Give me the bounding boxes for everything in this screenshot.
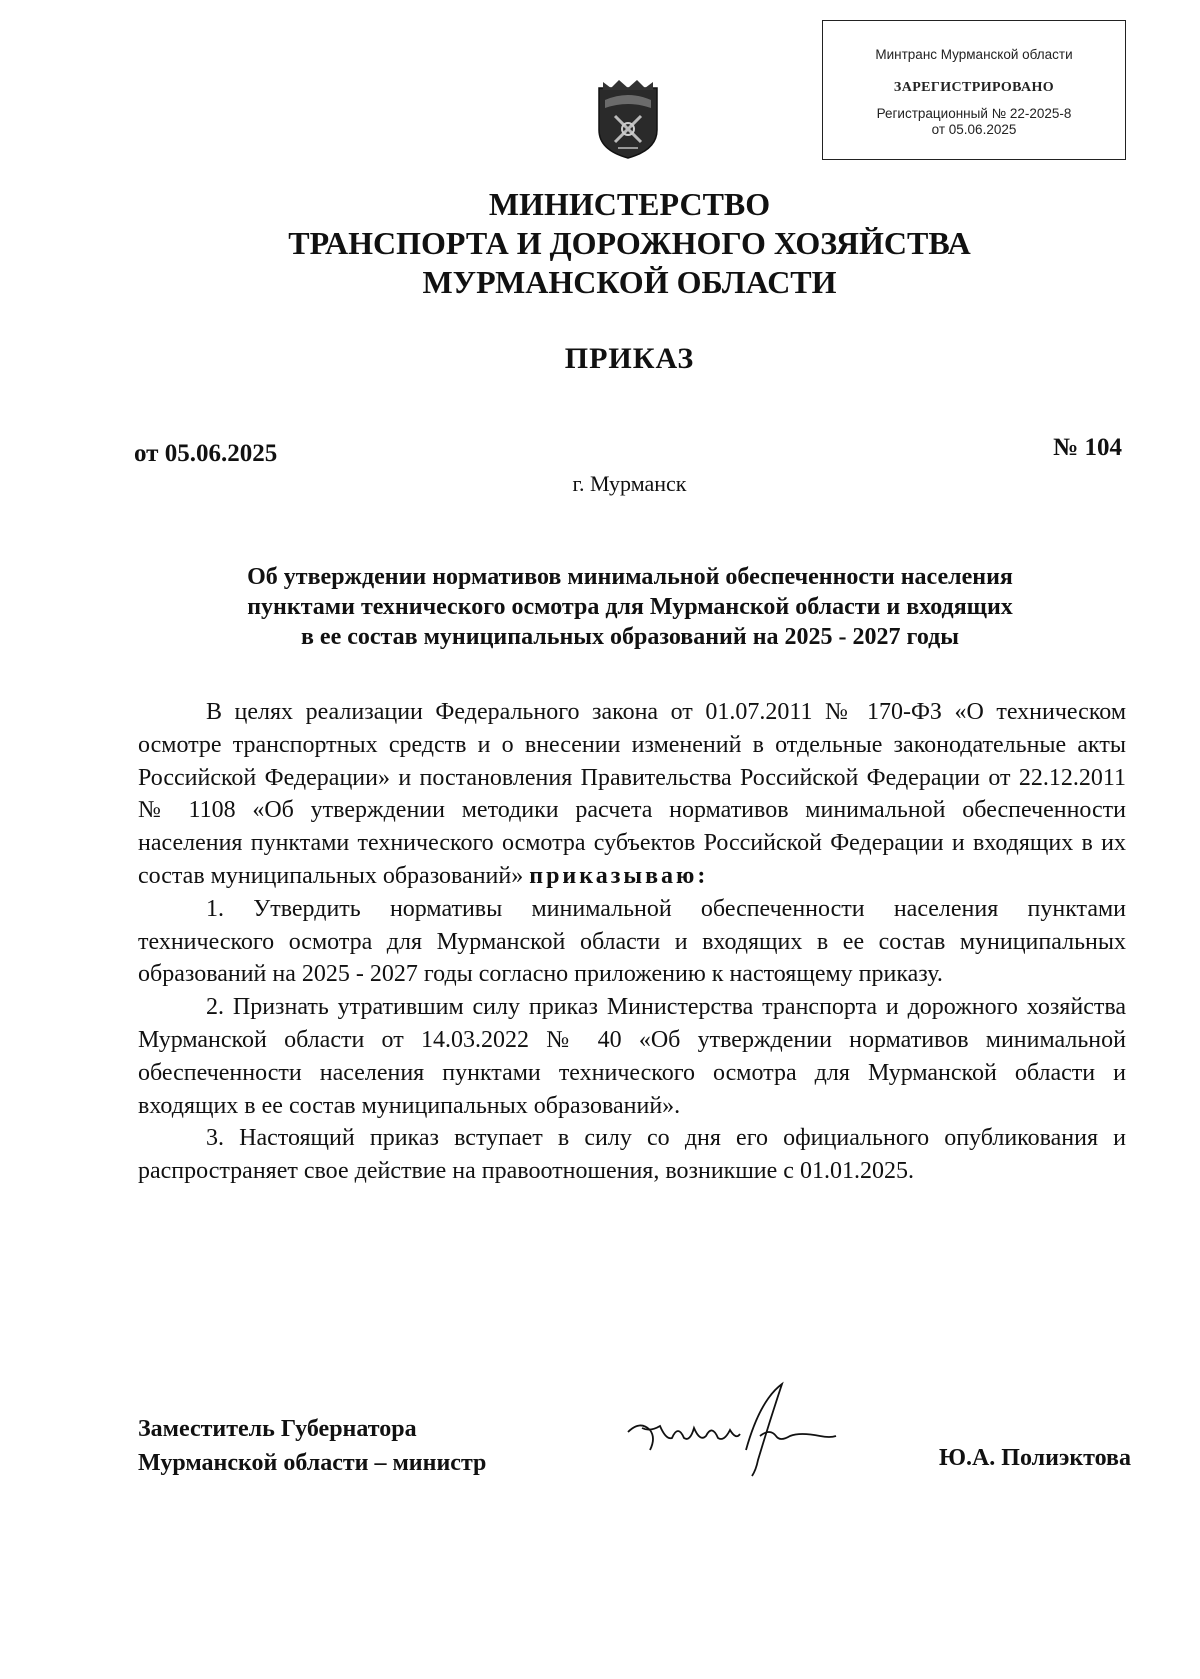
subject-line-1: Об утверждении нормативов минимальной обеспеченности населения xyxy=(247,564,1013,590)
signer-name: Ю.А. Полиэктова xyxy=(938,1445,1131,1471)
registration-stamp xyxy=(822,20,1126,160)
order-subject xyxy=(150,562,1110,652)
registration-status: ЗАРЕГИСТРИРОВАНО xyxy=(893,80,1055,95)
handwritten-signature-icon xyxy=(620,1380,840,1480)
registration-ministry: Минтранс Мурманской области xyxy=(875,47,1073,62)
registration-date: от 05.06.2025 xyxy=(931,122,1017,137)
signer-title-line-1: Заместитель Губернатора xyxy=(138,1416,417,1442)
subject-line-2: пунктами технического осмотра для Мурманской области и входящих xyxy=(247,594,1013,620)
header-line-2: ТРАНСПОРТА И ДОРОЖНОГО ХОЗЯЙСТВА xyxy=(288,225,971,261)
subject-line-3: в ее состав муниципальных образований на 2025 - 2027 годы xyxy=(300,624,960,650)
order-date: от 05.06.2025 xyxy=(134,440,278,467)
preamble-text: В целях реализации Федерального закона от 01.07.2011 № 170-ФЗ «О техническом осмотре транспортных средств и о внесении изменений в отдельные законодательные акты Российской Федерации» и постановления Правительства Российской Федерации от 22.12.2011 № 1108 «Об утверждении методики расчета нормативов минимальной обеспеченности населения пунктами технического осмотра субъектов Российской Федерации и входящих в их состав муниципальных образований» xyxy=(138,699,1126,889)
coat-of-arms-icon xyxy=(593,78,663,160)
item-1-paragraph: 1. Утвердить нормативы минимальной обеспеченности населения пунктами технического осмотра для Мурманской области и входящих в ее состав муниципальных образований на 2025 - 2027 годы согласно приложению к настоящему приказу. xyxy=(138,895,1126,988)
order-word: приказываю: xyxy=(529,862,709,889)
item-3-paragraph: 3. Настоящий приказ вступает в силу со дня его официального опубликования и распространяет свое действие на правоотношения, возникшие с 01.01.2025. xyxy=(138,1125,1126,1185)
order-number: № 104 xyxy=(1053,434,1122,461)
order-city: г. Мурманск xyxy=(572,471,687,496)
registration-number: Регистрационный № 22-2025-8 xyxy=(876,106,1072,121)
item-2-paragraph: 2. Признать утратившим силу приказ Министерства транспорта и дорожного хозяйства Мурманской области от 14.03.2022 № 40 «Об утверждении нормативов минимальной обеспеченности населения пунктами технического осмотра для Мурманской области и входящих в ее состав муниципальных образований». xyxy=(138,994,1126,1119)
header-line-3: МУРМАНСКОЙ ОБЛАСТИ xyxy=(422,264,837,300)
document-type: ПРИКАЗ xyxy=(564,342,695,375)
header-line-1: МИНИСТЕРСТВО xyxy=(488,186,771,222)
order-body xyxy=(138,696,1126,1188)
signer-title-line-2: Мурманской области – министр xyxy=(138,1450,487,1476)
preamble-paragraph xyxy=(138,696,1126,893)
ministry-header xyxy=(0,185,1200,302)
signer-title xyxy=(138,1412,486,1480)
